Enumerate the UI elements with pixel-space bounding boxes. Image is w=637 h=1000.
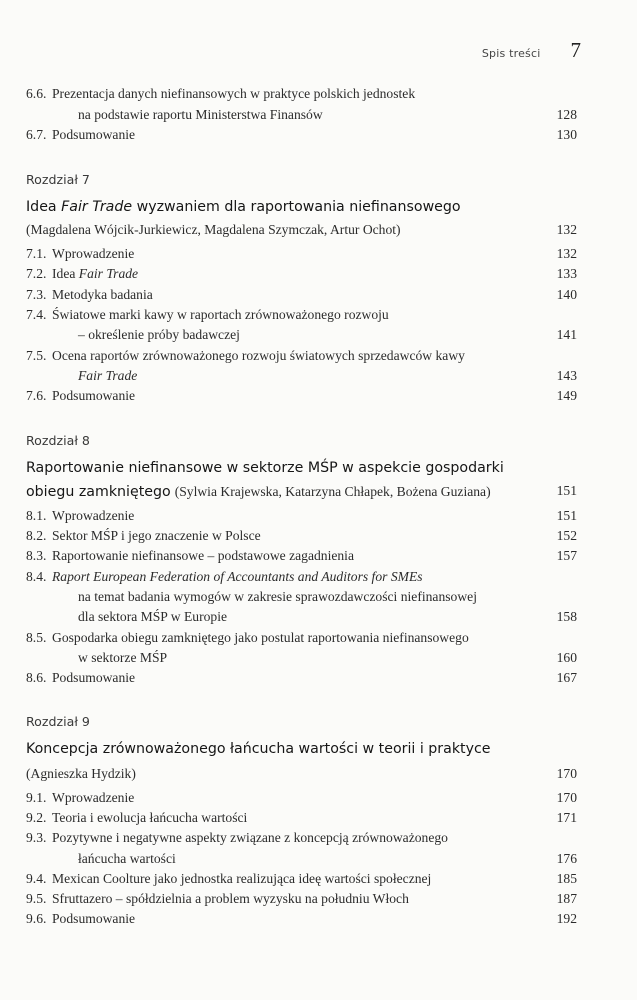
- chapter-8-title-cont: [26, 483, 577, 503]
- section-number: 8.4.: [26, 569, 47, 584]
- toc-entry-9-6: [26, 911, 577, 931]
- section-number: 7.3.: [26, 287, 47, 302]
- toc-entry-8-6: [26, 670, 577, 690]
- chapter-title: Raportowanie niefinansowe w sektorze MŚP w aspekcie gospodarki: [26, 460, 504, 476]
- section-number: 8.2.: [26, 528, 47, 543]
- section-title: Ocena raportów zrównoważonego rozwoju światowych sprzedawców kawy: [52, 348, 465, 363]
- section-number: 9.5.: [26, 891, 47, 906]
- section-number: 9.1.: [26, 790, 47, 805]
- section-number: 7.5.: [26, 348, 47, 363]
- section-number: 7.1.: [26, 246, 47, 261]
- section-title: Pozytywne i negatywne aspekty związane z koncepcją zrównoważonego: [52, 830, 448, 845]
- title-part: wyzwaniem dla raportowania niefinansowego: [132, 199, 461, 215]
- page-ref: 132: [556, 222, 577, 237]
- section-title: Raport European Federation of Accountants and Auditors for SMEs: [52, 569, 423, 584]
- section-number: 8.1.: [26, 508, 47, 523]
- chapter-label: Rozdział 8: [26, 433, 90, 448]
- chapter-9-title: [26, 741, 577, 761]
- toc-entry-6-6-cont: [26, 107, 577, 127]
- chapter-7-title: [26, 199, 577, 219]
- title-italic: Fair Trade: [78, 266, 139, 281]
- section-title: Wprowadzenie: [52, 246, 135, 261]
- chapter-title-with-authors: [26, 483, 491, 501]
- section-number: 8.3.: [26, 548, 47, 563]
- chapter-7-label: [26, 172, 577, 192]
- toc-entry-9-2: [26, 810, 577, 830]
- chapter-authors: (Magdalena Wójcik-Jurkiewicz, Magdalena Szymczak, Artur Ochot): [26, 222, 401, 237]
- section-title: [52, 266, 138, 282]
- toc-entry-7-6: [26, 388, 577, 408]
- page-ref: 141: [556, 327, 577, 342]
- section-title: Wprowadzenie: [52, 790, 135, 805]
- section-title: Mexican Coolture jako jednostka realizująca ideę wartości społecznej: [52, 871, 432, 886]
- chapter-8-title: [26, 460, 577, 480]
- section-title: Sektor MŚP i jego znaczenie w Polsce: [52, 528, 261, 543]
- section-title-cont: na podstawie raportu Ministerstwa Finansów: [78, 107, 323, 122]
- chapter-7-authors: [26, 222, 577, 242]
- toc-entry-6-7: [26, 127, 577, 147]
- toc-entry-9-3-cont: [26, 851, 577, 871]
- running-head-title: Spis treści: [481, 47, 541, 60]
- section-number: 8.6.: [26, 670, 47, 685]
- page-ref: 157: [556, 548, 577, 563]
- title-part: Idea: [52, 266, 79, 281]
- section-title-cont: – określenie próby badawczej: [78, 327, 240, 342]
- toc-entry-9-3: [26, 830, 577, 850]
- page-ref: 149: [556, 388, 577, 403]
- chapter-8-label: [26, 433, 577, 453]
- page-number: 7: [570, 38, 581, 62]
- toc-entry-8-4-cont: [26, 589, 577, 609]
- chapter-9-label: [26, 714, 577, 734]
- toc-entry-6-6: [26, 86, 577, 106]
- toc-entry-7-4: [26, 307, 577, 327]
- toc-entry-7-5: [26, 348, 577, 368]
- section-title-cont: na temat badania wymogów w zakresie sprawozdawczości niefinansowej: [78, 589, 477, 604]
- section-number: 7.2.: [26, 266, 47, 281]
- page-ref: 167: [556, 670, 577, 685]
- title-italic: Fair Trade: [61, 199, 133, 215]
- section-number: 8.5.: [26, 630, 47, 645]
- chapter-title-cont: obiegu zamkniętego: [26, 484, 171, 500]
- section-title: Podsumowanie: [52, 127, 136, 142]
- section-title: Podsumowanie: [52, 670, 136, 685]
- toc-entry-8-3: [26, 548, 577, 568]
- page-ref: 187: [556, 891, 577, 906]
- section-title-cont: łańcucha wartości: [78, 851, 176, 866]
- page-ref: 185: [556, 871, 577, 886]
- page-ref: 152: [556, 528, 577, 543]
- page-ref: 171: [556, 810, 577, 825]
- running-head: [482, 38, 581, 63]
- toc-entry-7-4-cont: [26, 327, 577, 347]
- section-title: Raportowanie niefinansowe – podstawowe zagadnienia: [52, 548, 354, 563]
- toc-entry-7-5-cont: [26, 368, 577, 388]
- page-ref: 128: [556, 107, 577, 122]
- section-title: Podsumowanie: [52, 388, 136, 403]
- page-ref: 132: [556, 246, 577, 261]
- chapter-authors: (Agnieszka Hydzik): [26, 766, 136, 781]
- page-ref: 143: [556, 368, 577, 383]
- page-ref: 140: [556, 287, 577, 302]
- section-number: 9.3.: [26, 830, 47, 845]
- section-title: Gospodarka obiegu zamkniętego jako postulat raportowania niefinansowego: [52, 630, 469, 645]
- section-number: 6.6.: [26, 86, 47, 101]
- section-number: 7.6.: [26, 388, 47, 403]
- page-ref: 158: [556, 609, 577, 624]
- toc-entry-9-5: [26, 891, 577, 911]
- page-ref: 130: [556, 127, 577, 142]
- toc-entry-8-1: [26, 508, 577, 528]
- section-title: Podsumowanie: [52, 911, 136, 926]
- toc-entry-7-1: [26, 246, 577, 266]
- title-part: Idea: [26, 199, 62, 215]
- section-title-cont: w sektorze MŚP: [78, 650, 168, 665]
- section-title-cont: Fair Trade: [78, 368, 138, 383]
- section-number: 7.4.: [26, 307, 47, 322]
- section-number: 6.7.: [26, 127, 47, 142]
- page-ref: 151: [556, 508, 577, 523]
- page-ref: 170: [556, 790, 577, 805]
- page-ref: 170: [556, 766, 577, 781]
- page-ref: 192: [556, 911, 577, 926]
- page-ref: 160: [556, 650, 577, 665]
- section-number: 9.2.: [26, 810, 47, 825]
- section-title: Metodyka badania: [52, 287, 153, 302]
- toc-entry-8-5: [26, 630, 577, 650]
- chapter-title: Koncepcja zrównoważonego łańcucha wartości w teorii i praktyce: [26, 741, 491, 757]
- page-ref: 151: [556, 483, 577, 498]
- chapter-authors: (Sylwia Krajewska, Katarzyna Chłapek, Bożena Guziana): [174, 484, 491, 499]
- toc-entry-8-5-cont: [26, 650, 577, 670]
- section-number: 9.6.: [26, 911, 47, 926]
- toc-entry-8-4: [26, 569, 577, 589]
- page-ref: 133: [556, 266, 577, 281]
- chapter-9-authors: [26, 766, 577, 786]
- toc-entry-7-2: [26, 266, 577, 286]
- toc-entry-7-3: [26, 287, 577, 307]
- section-title-cont: dla sektora MŚP w Europie: [78, 609, 228, 624]
- toc-entry-9-1: [26, 790, 577, 810]
- toc-entry-8-4-cont2: [26, 609, 577, 629]
- chapter-title: [26, 199, 461, 215]
- section-title: Wprowadzenie: [52, 508, 135, 523]
- section-title: Światowe marki kawy w raportach zrównoważonego rozwoju: [52, 307, 389, 322]
- toc-entry-8-2: [26, 528, 577, 548]
- section-title: Sfruttazero – spółdzielnia a problem wyzysku na południu Włoch: [52, 891, 409, 906]
- section-title: Teoria i ewolucja łańcucha wartości: [52, 810, 248, 825]
- chapter-label: Rozdział 9: [26, 714, 90, 729]
- section-title: Prezentacja danych niefinansowych w praktyce polskich jednostek: [52, 86, 416, 101]
- page-ref: 176: [556, 851, 577, 866]
- chapter-label: Rozdział 7: [26, 172, 90, 187]
- section-number: 9.4.: [26, 871, 47, 886]
- toc-entry-9-4: [26, 871, 577, 891]
